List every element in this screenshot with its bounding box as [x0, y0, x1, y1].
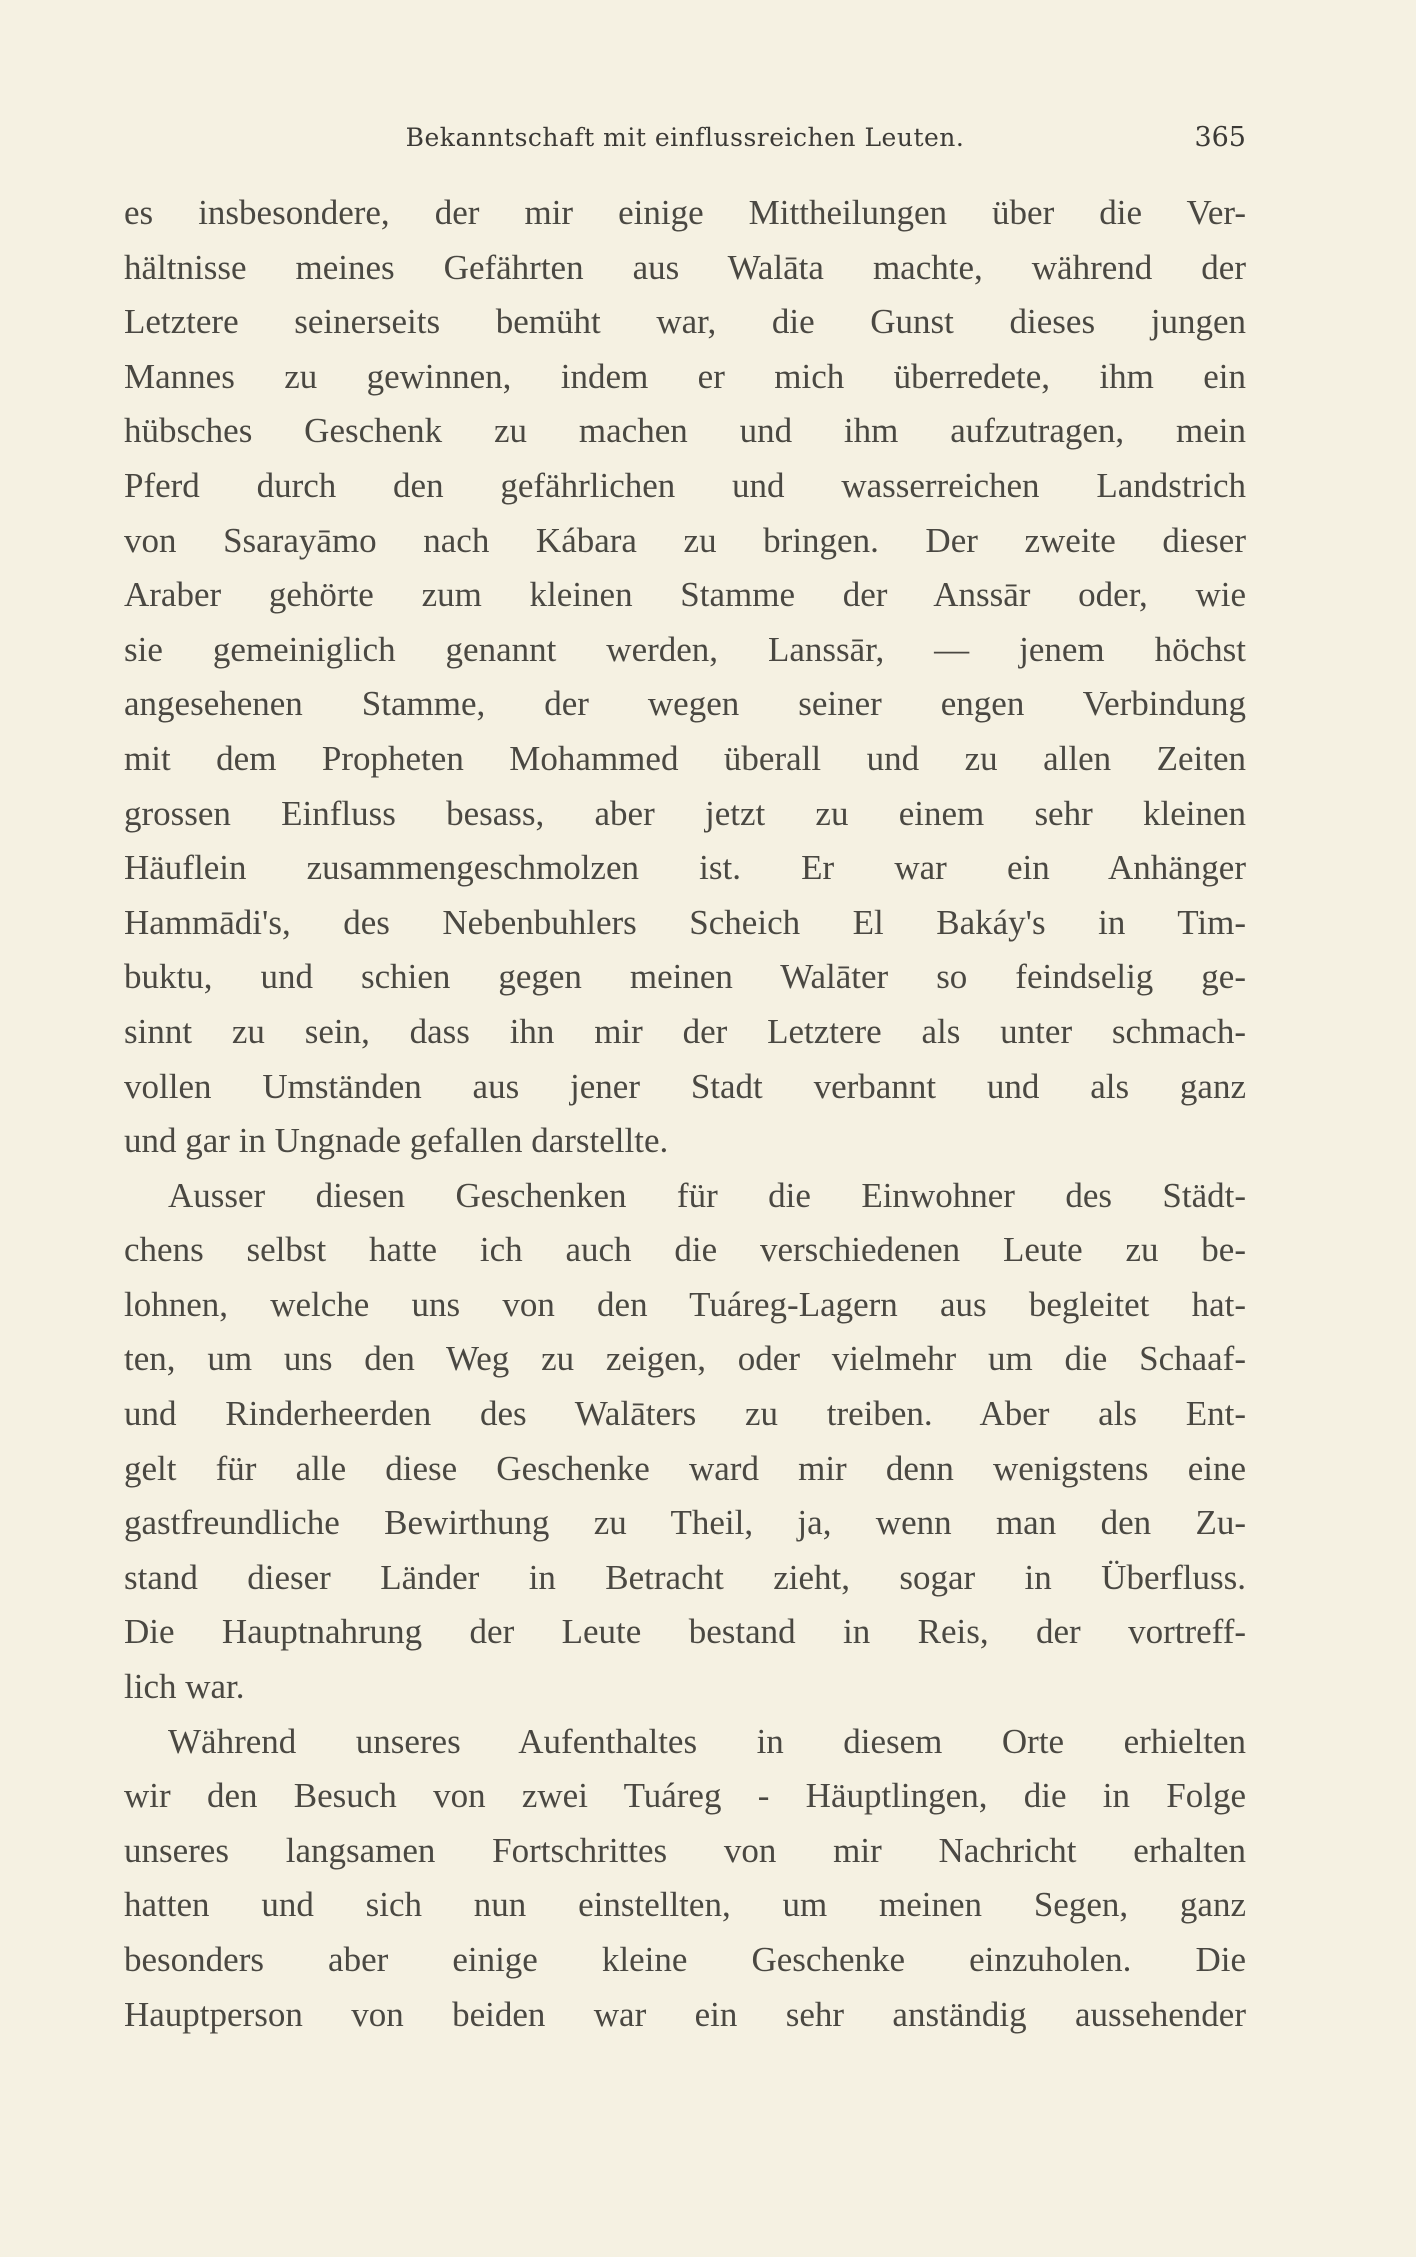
paragraph-end-line: lich war. [124, 1667, 245, 1707]
text-line: unseres langsamen Fortschrittes von mir Nachricht erhalten [124, 1830, 1246, 1870]
paragraph-start-line: Während unseres Aufenthaltes in diesem Orte erhielten [168, 1721, 1246, 1761]
text-line: hatten und sich nun einstellten, um meinen Segen, ganz [124, 1885, 1246, 1925]
running-header-title: Bekanntschaft mit einflussreichen Leuten. [405, 123, 965, 152]
text-line: es insbesondere, der mir einige Mittheilungen über die Ver- [124, 193, 1246, 232]
text-line: von Ssarayāmo nach Kábara zu bringen. Der zweite dieser [124, 520, 1246, 560]
paragraph-end-line: und gar in Ungnade gefallen darstellte. [124, 1121, 669, 1161]
text-line: gastfreundliche Bewirthung zu Theil, ja, wenn man den Zu- [124, 1503, 1246, 1543]
text-line: gelt für alle diese Geschenke ward mir denn wenigstens eine [124, 1448, 1246, 1488]
text-line: Letztere seinerseits bemüht war, die Gunst dieses jungen [124, 302, 1246, 342]
text-line: Araber gehörte zum kleinen Stamme der Anssār oder, wie [124, 575, 1246, 615]
text-line: angesehenen Stamme, der wegen seiner engen Verbindung [124, 684, 1246, 724]
text-line: Hauptperson von beiden war ein sehr anständig aussehender [124, 1994, 1246, 2034]
text-line: Mannes zu gewinnen, indem er mich überredete, ihm ein [124, 356, 1246, 396]
text-line: Hammādi's, des Nebenbuhlers Scheich El Bakáy's in Tim- [124, 902, 1246, 942]
text-line: stand dieser Länder in Betracht zieht, sogar in Überfluss. [124, 1557, 1246, 1597]
text-line: hältnisse meines Gefährten aus Walāta machte, während der [124, 247, 1246, 287]
text-line: Pferd durch den gefährlichen und wasserreichen Landstrich [124, 465, 1246, 505]
text-line: buktu, und schien gegen meinen Walāter so feindselig ge- [124, 957, 1246, 997]
text-line: grossen Einfluss besass, aber jetzt zu einem sehr kleinen [124, 793, 1246, 833]
page-number: 365 [1194, 122, 1246, 153]
text-line: vollen Umständen aus jener Stadt verbannt und als ganz [124, 1066, 1246, 1106]
text-line: ten, um uns den Weg zu zeigen, oder vielmehr um die Schaaf- [124, 1339, 1246, 1379]
paragraph-start-line: Ausser diesen Geschenken für die Einwohner des Städt- [168, 1175, 1246, 1215]
text-line: und Rinderheerden des Walāters zu treiben. Aber als Ent- [124, 1394, 1246, 1434]
text-line: wir den Besuch von zwei Tuáreg - Häuptlingen, die in Folge [124, 1776, 1246, 1816]
text-line: Häuflein zusammengeschmolzen ist. Er war ein Anhänger [124, 848, 1246, 888]
text-line: mit dem Propheten Mohammed überall und zu allen Zeiten [124, 738, 1246, 778]
text-line: lohnen, welche uns von den Tuáreg-Lagern aus begleitet hat- [124, 1284, 1246, 1324]
text-line: chens selbst hatte ich auch die verschiedenen Leute zu be- [124, 1230, 1246, 1270]
text-line: besonders aber einige kleine Geschenke einzuholen. Die [124, 1940, 1246, 1979]
body-text [124, 186, 1246, 2042]
text-line: sie gemeiniglich genannt werden, Lanssār, — jenem höchst [124, 629, 1246, 669]
text-line: sinnt zu sein, dass ihn mir der Letztere als unter schmach- [124, 1011, 1246, 1051]
running-header [124, 118, 1246, 158]
text-line: hübsches Geschenk zu machen und ihm aufzutragen, mein [124, 411, 1246, 451]
text-line: Die Hauptnahrung der Leute bestand in Reis, der vortreff- [124, 1612, 1246, 1652]
